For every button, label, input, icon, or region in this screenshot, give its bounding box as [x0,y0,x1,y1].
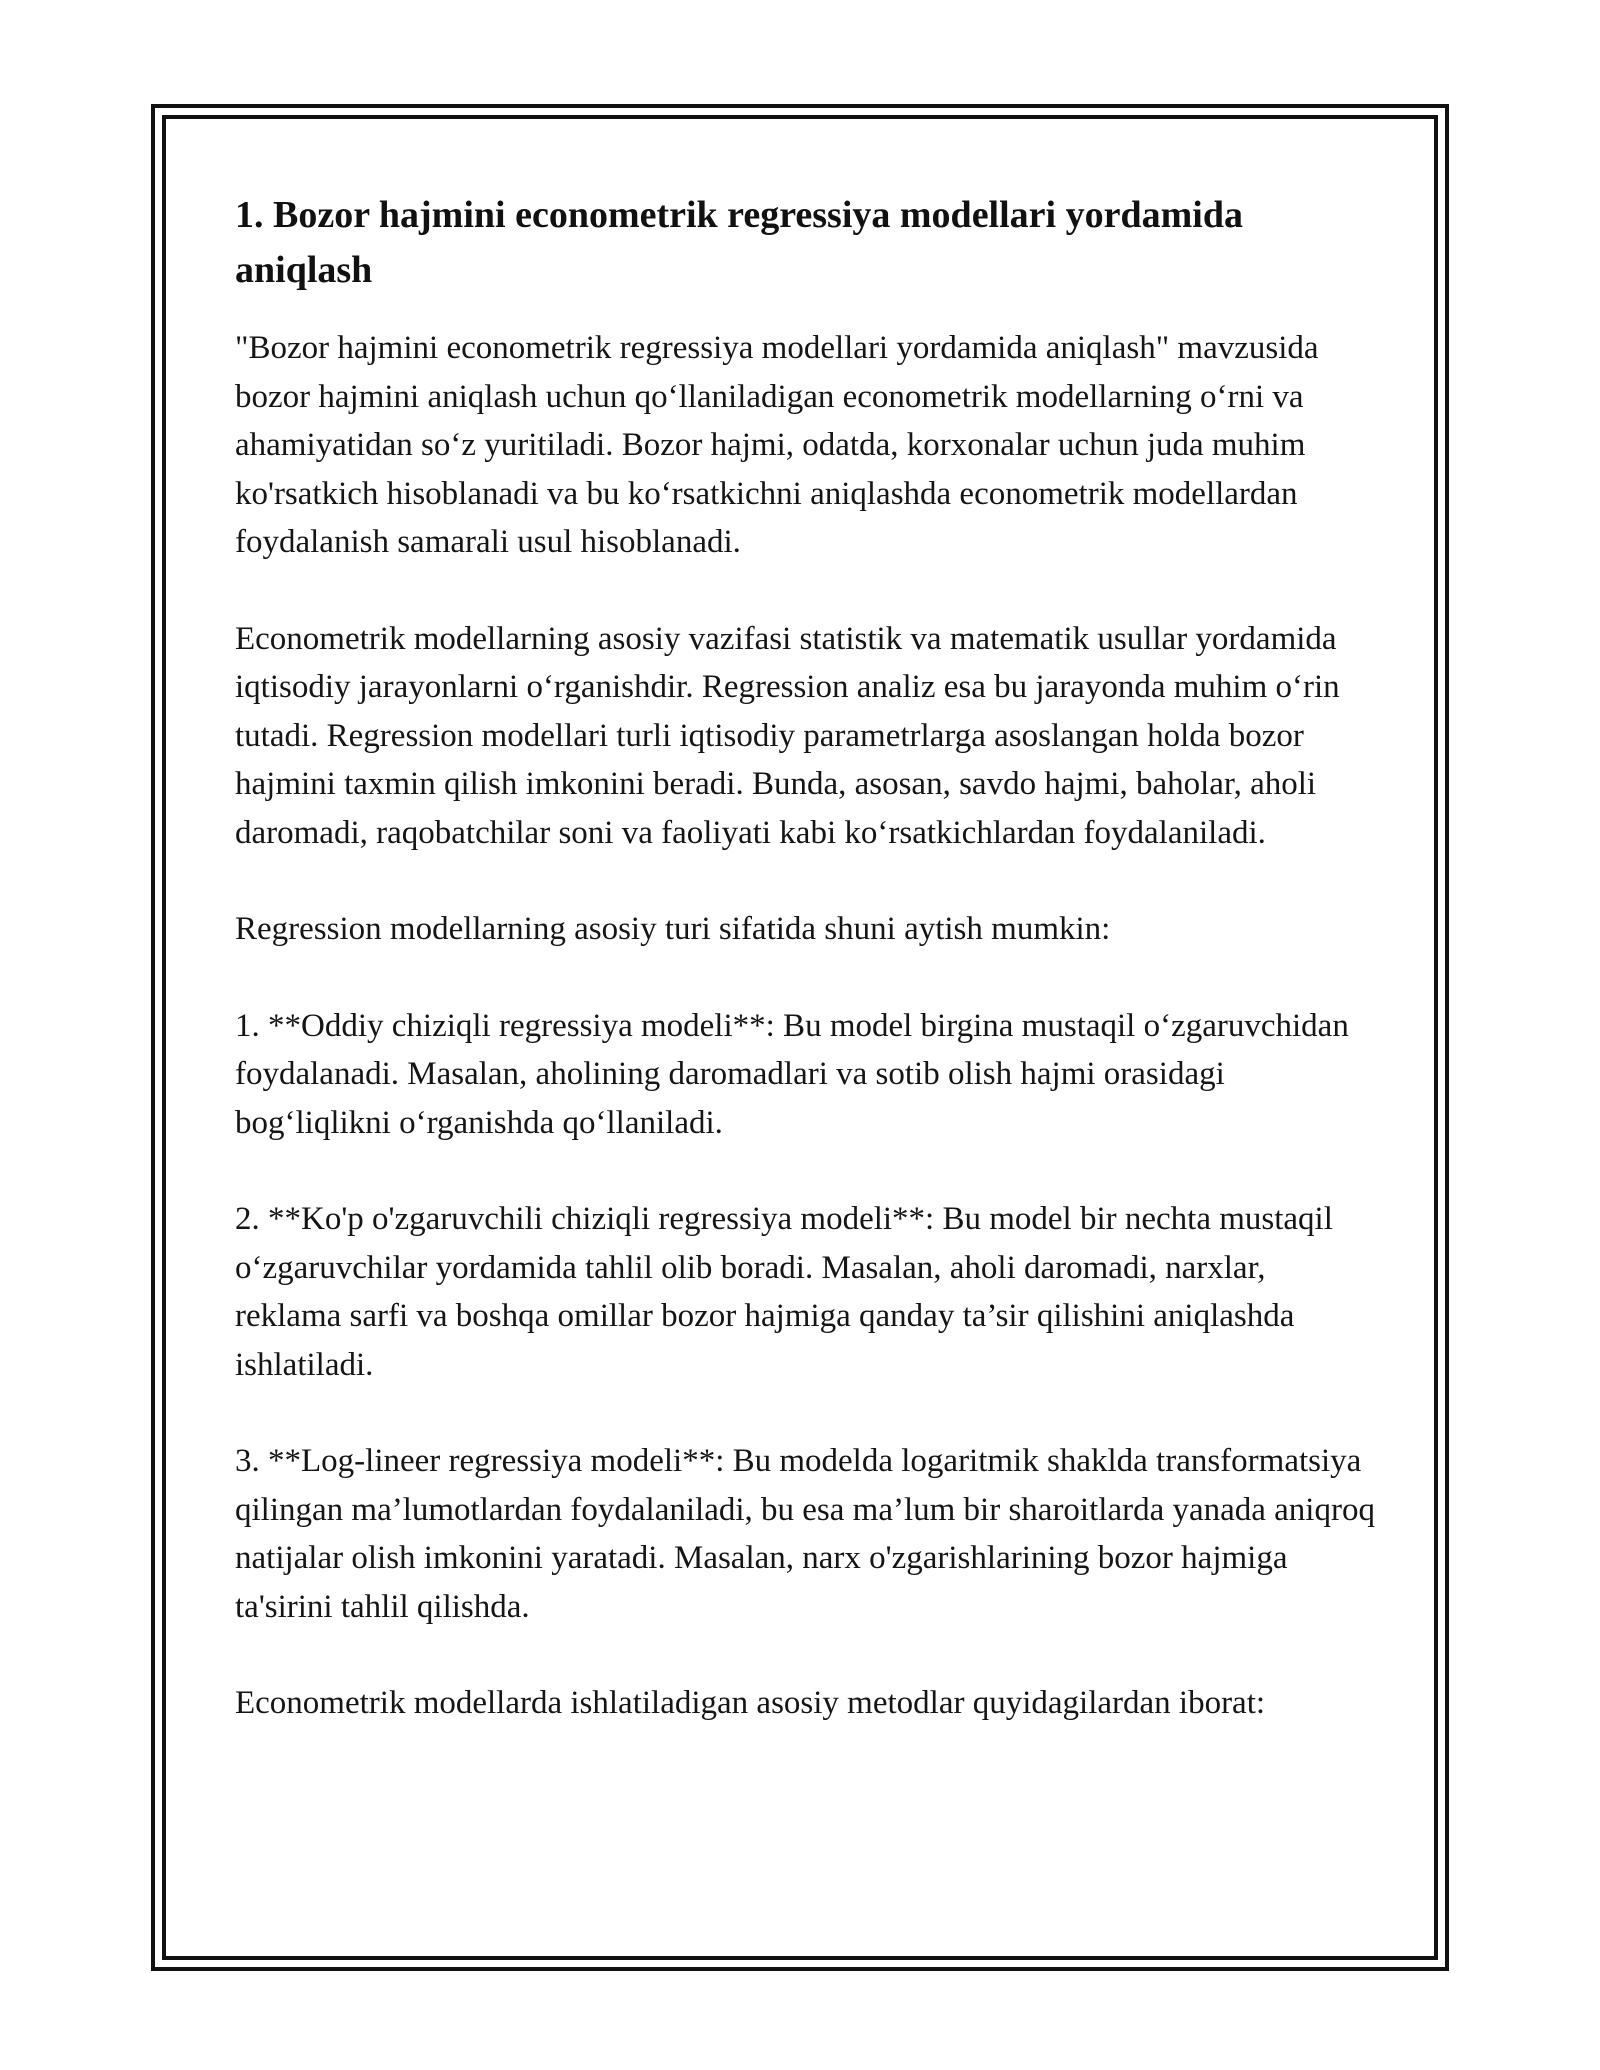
document-body [235,188,1375,1776]
paragraph-methods: Econometrik modellarda ishlatiladigan asosiy metodlar quyidagilardan iborat: [235,1685,1266,1721]
list-item-log-linear: 3. **Log-lineer regressiya modeli**: Bu modelda logaritmik shaklda transformatsiya qilingan ma’lumotlardan foydalaniladi, bu esa ma’lum bir sharoitlarda yanada aniqroq natijalar olish imkonini yaratadi. Masalan, narx o'zgarishlarining bozor hajmiga ta'sirini tahlil qilishda. [235,1443,1375,1625]
paragraph-purpose: Econometrik modellarning asosiy vazifasi statistik va matematik usullar yordamida iqtisodiy jarayonlarni o‘rganishdir. Regression analiz esa bu jarayonda muhim o‘rin tutadi. Regression modellari turli iqtisodiy parametrlarga asoslangan holda bozor hajmini taxmin qilish imkonini beradi. Bunda, asosan, savdo hajmi, baholar, aholi daromadi, raqobatchilar soni va faoliyati kabi ko‘rsatkichlardan foydalaniladi. [235,620,1340,851]
paragraph-model-types: Regression modellarning asosiy turi sifatida shuni aytish mumkin: [235,911,1111,947]
list-item-multiple-linear: 2. **Ko'p o'zgaruvchili chiziqli regressiya modeli**: Bu model bir nechta mustaqil o‘zgaruvchilar yordamida tahlil olib boradi. Masalan, aholi daromadi, narxlar, reklama sarfi va boshqa omillar bozor hajmiga qanday ta’sir qilishini aniqlashda ishlatiladi. [235,1201,1333,1383]
list-item-simple-linear: 1. **Oddiy chiziqli regressiya modeli**: Bu model birgina mustaqil o‘zgaruvchidan foydalanadi. Masalan, aholining daromadlari va sotib olish hajmi orasidagi bog‘liqlikni o‘rganishda qo‘llaniladi. [235,1007,1349,1141]
section-heading: 1. Bozor hajmini econometrik regressiya modellari yordamida aniqlash [235,194,1243,291]
paragraph-intro: "Bozor hajmini econometrik regressiya modellari yordamida aniqlash" mavzusida bozor hajmini aniqlash uchun qo‘llaniladigan econometrik modellarning o‘rni va ahamiyatidan so‘z yuritiladi. Bozor hajmi, odatda, korxonalar uchun juda muhim ko'rsatkich hisoblanadi va bu ko‘rsatkichni aniqlashda econometrik modellardan foydalanish samarali usul hisoblanadi. [235,330,1319,560]
